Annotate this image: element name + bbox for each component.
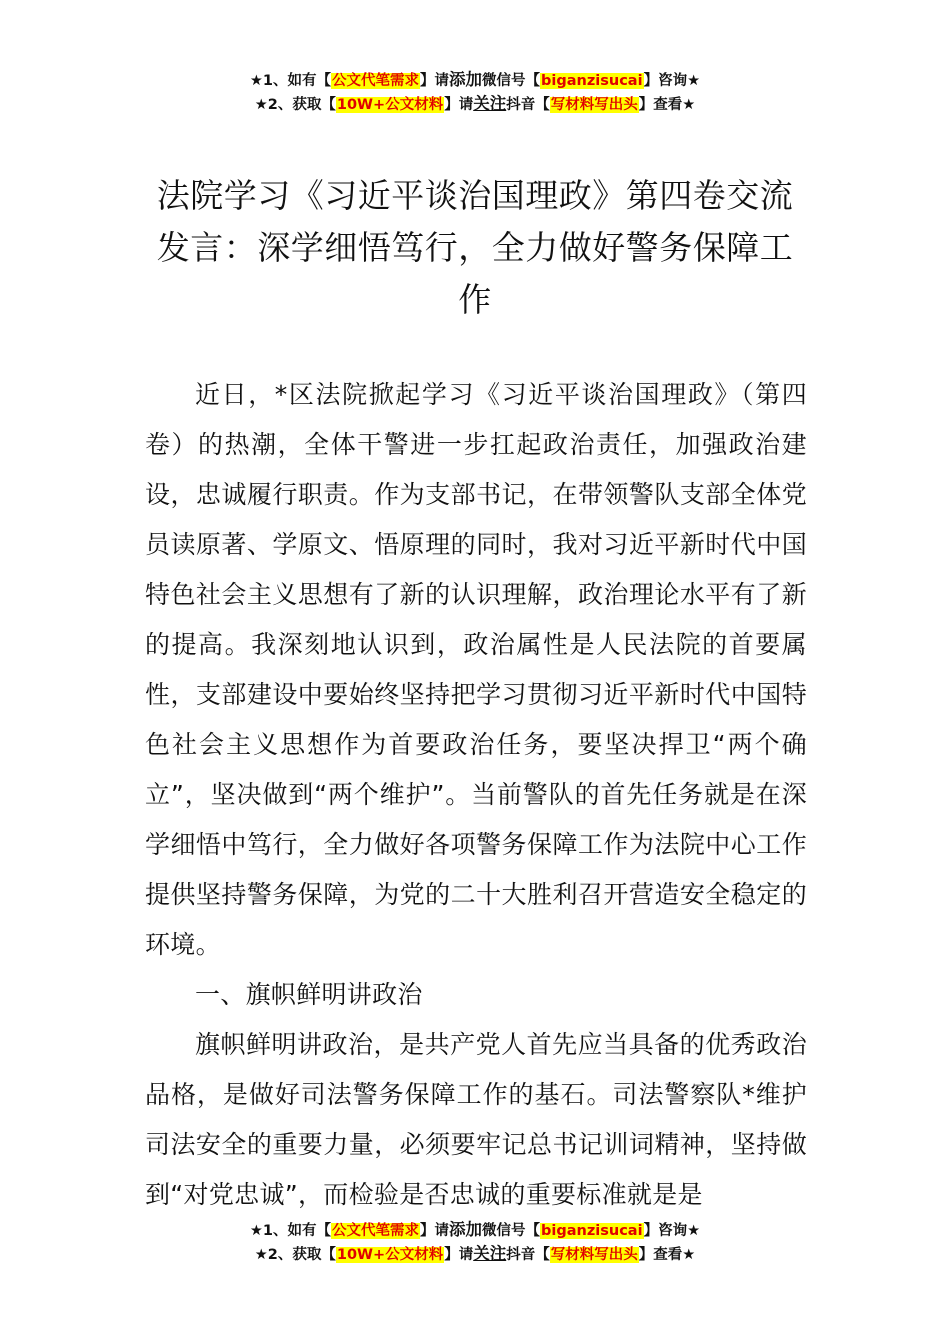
promo-emphasis: 关注 (473, 1244, 507, 1263)
document-title: 法院学习《习近平谈治国理政》第四卷交流发言：深学细悟笃行，全力做好警务保障工作 (156, 176, 794, 319)
promo-text: 】请 (444, 97, 474, 113)
document-body (145, 370, 807, 1220)
promo-text: 】查看★ (638, 1247, 696, 1263)
promo-line-2 (0, 1242, 950, 1266)
promo-text: 】请 (420, 73, 450, 89)
promo-highlight: 10W+公文材料 (336, 97, 444, 113)
promo-highlight: 10W+公文材料 (336, 1247, 444, 1263)
section-heading: 一、旗帜鲜明讲政治 (195, 980, 423, 1009)
promo-line-1 (0, 68, 950, 92)
paragraph-intro: 近日，*区法院掀起学习《习近平谈治国理政》（第四卷）的热潮，全体干警进一步扛起政治责任，加强政治建设，忠诚履行职责。作为支部书记，在带领警队支部全体党员读原著、学原文、悟原理的同时，我对习近平新时代中国特色社会主义思想有了新的认识理解，政治理论水平有了新的提高。我深刻地认识到，政治属性是人民法院的首要属性，支部建设中要始终坚持把学习贯彻习近平新时代中国特色社会主义思想作为首要政治任务，要坚决捍卫“两个确立”，坚决做到“两个维护”。当前警队的首先任务就是在深学细悟中笃行，全力做好各项警务保障工作为法院中心工作提供坚持警务保障，为党的二十大胜利召开营造安全稳定的环境。 (145, 380, 807, 959)
promo-text: 】请 (444, 1247, 474, 1263)
wechat-id: biganzisucai (541, 73, 643, 89)
promo-text: 抖音【 (506, 1247, 550, 1263)
promo-banner-bottom (0, 1218, 950, 1266)
promo-text: 微信号【 (482, 73, 541, 89)
douyin-account: 写材料写出头 (550, 1247, 638, 1263)
promo-text: ★1、如有【 (249, 73, 332, 89)
promo-text: ★2、获取【 (254, 1247, 336, 1263)
promo-text: 】请 (420, 1223, 450, 1239)
promo-text: 】咨询★ (643, 73, 701, 89)
promo-highlight: 公文代笔需求 (332, 1223, 420, 1239)
paragraph-section-1: 旗帜鲜明讲政治，是共产党人首先应当具备的优秀政治品格，是做好司法警务保障工作的基石。司法警察队*维护司法安全的重要力量，必须要牢记总书记训词精神，坚持做到“对党忠诚”，而检验是否忠诚的重要标准就是是 (145, 1030, 807, 1209)
promo-text: ★1、如有【 (249, 1223, 332, 1239)
promo-text: 】查看★ (638, 97, 696, 113)
promo-line-2 (0, 92, 950, 116)
douyin-account: 写材料写出头 (550, 97, 638, 113)
promo-text: 抖音【 (506, 97, 550, 113)
promo-emphasis: 添加 (449, 70, 483, 89)
promo-emphasis: 添加 (449, 1220, 483, 1239)
promo-text: ★2、获取【 (254, 97, 336, 113)
promo-text: 微信号【 (482, 1223, 541, 1239)
promo-text: 】咨询★ (643, 1223, 701, 1239)
promo-emphasis: 关注 (473, 94, 507, 113)
promo-highlight: 公文代笔需求 (332, 73, 420, 89)
wechat-id: biganzisucai (541, 1223, 643, 1239)
promo-line-1 (0, 1218, 950, 1242)
promo-banner-top (0, 68, 950, 116)
